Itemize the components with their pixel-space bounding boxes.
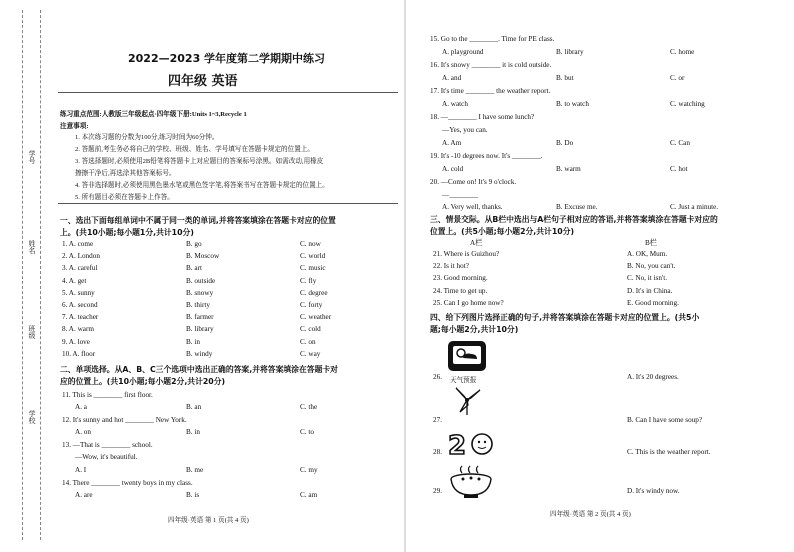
soup-picture	[448, 465, 494, 501]
question-11: 11. This is ________ first floor.	[62, 391, 153, 399]
option-a: A. watch	[442, 100, 468, 108]
question-14: 14. There ________ twenty boys in my class.	[62, 479, 193, 487]
column-a-header: A栏	[470, 239, 483, 247]
situation-answer: A. OK, Mum.	[627, 250, 668, 258]
section3-title-cont: 位置上。(共5小题;每小题2分,共计10分)	[430, 227, 575, 236]
option-c: C. weather	[300, 313, 332, 322]
option-b: B. snowy	[186, 288, 214, 297]
option-a: 10. A. floor	[62, 349, 96, 358]
gutter-label-id: 学号	[28, 150, 36, 164]
option-a: 9. A. love	[62, 337, 90, 346]
situation-answer: D. It's in China.	[627, 286, 673, 295]
option-c: C. world	[300, 252, 326, 261]
question-18-reply: —Yes, you can.	[442, 126, 488, 134]
situation-question: 22. Is it hot?	[433, 262, 469, 271]
option-b: B. windy	[186, 349, 213, 358]
option-b: B. in	[186, 428, 200, 436]
divider	[58, 203, 398, 204]
option-b: B. go	[186, 240, 202, 248]
note-item: 1. 本次练习题的分数为100分,练习时间为60分钟。	[75, 134, 219, 141]
cut-line	[22, 10, 23, 540]
picture-number: 26.	[433, 373, 442, 381]
option-c: C. on	[300, 337, 316, 346]
gutter-label-class: 班级	[28, 325, 36, 339]
exam-subtitle: 四年级 英语	[168, 74, 238, 89]
option-b: B. art	[186, 264, 202, 273]
option-c: C. forty	[300, 301, 323, 309]
option-c: C. the	[300, 403, 318, 411]
option-a: 8. A. warm	[62, 325, 94, 334]
option-a: 2. A. London	[62, 252, 100, 261]
page-divider	[404, 0, 406, 552]
option-a: 5. A. sunny	[62, 288, 95, 297]
windy-picture	[450, 386, 484, 418]
option-a: A. Very well, thanks.	[442, 203, 503, 211]
section4-title: 四、给下列图片选择正确的句子,并将答案填涂在答题卡对应的位置上。(共5小	[430, 313, 700, 322]
note-item: 3. 答选择题时,必须使用2B铅笔将答题卡上对应题目的答案标号涂黑。如需改动,用橡皮	[75, 158, 324, 165]
question-20: 20. —Come on! It's 9 o'clock.	[430, 178, 517, 186]
svg-text:2: 2	[448, 431, 467, 458]
situation-answer: C. No, it isn't.	[627, 274, 668, 283]
picture-choice: D. It's windy now.	[627, 487, 680, 495]
option-a: A. Am	[442, 139, 462, 147]
question-13-reply: —Wow, it's beautiful.	[75, 453, 138, 461]
question-16: 16. It's snowy ________ it is cold outside.	[430, 61, 552, 69]
column-b-header: B栏	[645, 239, 657, 247]
option-b: B. outside	[186, 276, 216, 285]
question-15: 15. Go to the ________. Time for PE class.	[430, 35, 555, 43]
option-a: A. a	[75, 403, 87, 411]
picture-number: 28.	[433, 448, 442, 456]
option-b: B. warm	[556, 165, 581, 173]
option-b: B. in	[186, 337, 200, 346]
option-a: A. on	[75, 428, 91, 436]
situation-question: 25. Can I go home now?	[433, 298, 504, 307]
note-item: 2. 答题前,考生务必将自己的学校、班级、姓名、学号填写在答题卡规定的位置上。	[75, 146, 315, 153]
picture-choice: A. It's 20 degrees.	[627, 373, 679, 381]
option-c: C. or	[670, 74, 685, 82]
situation-question: 23. Good morning.	[433, 274, 488, 283]
note-item: 5. 所有题目必须在答题卡上作答。	[75, 194, 174, 201]
section3-title: 三、情景交际。从B栏中选出与A栏句子相对应的答语,并将答案填涂在答题卡对应的	[430, 215, 718, 224]
option-a: A. cold	[442, 165, 464, 173]
option-b: B. thirty	[186, 301, 210, 309]
option-c: C. degree	[300, 288, 328, 297]
section2-title: 二、单项选择。从A、B、C三个选项中选出正确的答案,并将答案填涂在答题卡对	[60, 365, 338, 374]
option-c: C. fly	[300, 276, 317, 285]
option-c: C. hot	[670, 165, 688, 173]
tv-label: 天气预报	[450, 377, 477, 384]
option-c: C. am	[300, 491, 318, 499]
picture-number: 27.	[433, 416, 442, 424]
option-a: 4. A. get	[62, 276, 87, 285]
situation-answer: B. No, you can't.	[627, 262, 676, 271]
section2-title-cont: 应的位置上。(共10小题;每小题2分,共计20分)	[60, 377, 226, 386]
gutter-label-name: 姓名	[28, 240, 36, 254]
option-c: C. now	[300, 240, 321, 248]
option-b: B. me	[186, 466, 204, 474]
option-b: B. Do	[556, 139, 574, 147]
option-b: B. an	[186, 403, 202, 411]
option-a: A. and	[442, 74, 462, 82]
option-b: B. library	[556, 48, 584, 56]
picture-number: 29.	[433, 487, 442, 495]
option-c: C. Just a minute.	[670, 203, 719, 211]
option-b: B. to watch	[556, 100, 589, 108]
option-a: A. I	[75, 466, 87, 474]
question-12: 12. It's sunny and hot ________ New York.	[62, 416, 187, 424]
option-b: B. but	[556, 74, 574, 82]
twenty-degrees-picture	[448, 428, 494, 460]
note-item: 4. 答非选择题时,必须使用黑色墨水笔或黑色签字笔,将答案书写在答题卡规定的位置上。	[75, 182, 329, 189]
page-footer: 四年级·英语 第 2 页(共 4 页)	[550, 511, 631, 518]
page-footer: 四年级·英语 第 1 页(共 4 页)	[168, 517, 249, 524]
option-a: 7. A. teacher	[62, 313, 99, 322]
exam-title: 2022—2023 学年度第二学期期中练习	[128, 52, 326, 65]
option-b: B. is	[186, 491, 200, 499]
notes-title: 注意事项:	[60, 123, 89, 130]
option-c: C. watching	[670, 100, 705, 108]
question-18: 18. —________ I have some lunch?	[430, 113, 535, 121]
option-c: C. cold	[300, 325, 321, 334]
option-c: C. music	[300, 264, 326, 273]
question-13: 13. —That is ________ school.	[62, 441, 153, 449]
option-a: 1. A. come	[62, 240, 94, 248]
scope-text: 练习重点范围:人教版三年级起点·四年级下册:Units 1~3,Recycle 1	[60, 111, 247, 118]
option-c: C. home	[670, 48, 695, 56]
situation-question: 21. Where is Guizhou?	[433, 250, 500, 258]
question-19: 19. It's -10 degrees now. It's ________.	[430, 152, 543, 160]
weather-tv-picture	[447, 340, 487, 374]
situation-answer: E. Good morning.	[627, 298, 679, 307]
option-b: B. Moscow	[186, 252, 220, 261]
option-c: C. Can	[670, 139, 690, 147]
question-20-reply: —________	[442, 191, 478, 199]
option-b: B. library	[186, 325, 214, 334]
option-a: A. are	[75, 491, 93, 499]
option-c: C. my	[300, 466, 318, 474]
option-a: 6. A. second	[62, 301, 98, 309]
option-c: C. way	[300, 349, 321, 358]
section1-title-cont: 上。(共10小题;每小题1分,共计10分)	[60, 228, 194, 237]
note-item: 擦擦干净后,再选涂其他答案标号。	[75, 170, 176, 177]
option-b: B. Excuse me.	[556, 203, 598, 211]
picture-choice: C. This is the weather report.	[627, 448, 711, 456]
section4-title-cont: 题;每小题2分,共计10分)	[430, 325, 519, 334]
option-a: 3. A. careful	[62, 264, 98, 273]
situation-question: 24. Time to get up.	[433, 286, 488, 295]
option-a: A. playground	[442, 48, 484, 56]
binding-gutter	[0, 0, 52, 552]
section1-title: 一、选出下面每组单词中不属于同一类的单词,并将答案填涂在答题卡对应的位置	[60, 216, 336, 225]
picture-choice: B. Can I have some soup?	[627, 416, 703, 424]
option-b: B. farmer	[186, 313, 214, 322]
question-17: 17. It's time ________ the weather report.	[430, 87, 551, 95]
gutter-label-school: 学校	[28, 410, 36, 424]
option-c: C. to	[300, 428, 314, 436]
divider	[58, 92, 398, 93]
cut-line	[40, 10, 41, 540]
